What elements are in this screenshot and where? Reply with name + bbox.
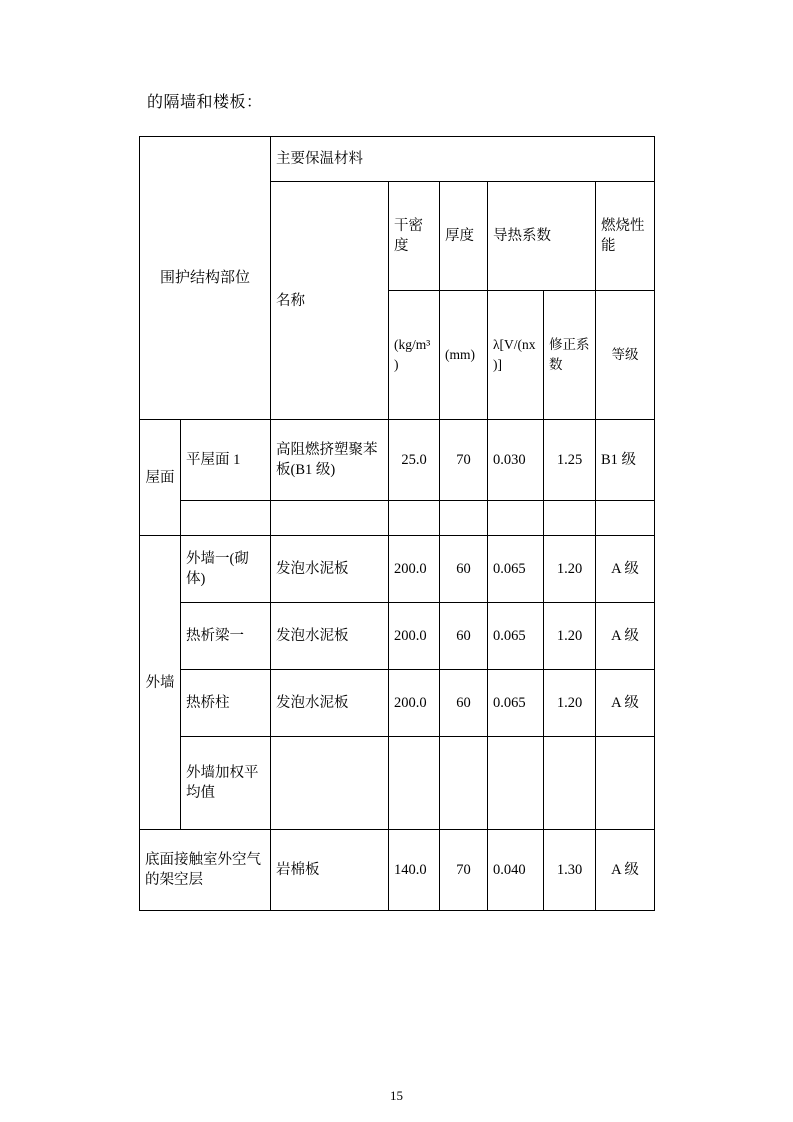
table-row <box>140 420 655 501</box>
density-value: 140.0 <box>389 830 440 911</box>
grade-value: A 级 <box>596 536 655 603</box>
density-value <box>389 737 440 830</box>
table-header-row-1 <box>140 137 655 182</box>
lambda-value: 0.030 <box>488 420 544 501</box>
insulation-material-table <box>139 136 655 911</box>
grade-value <box>596 737 655 830</box>
material-name: 岩棉板 <box>271 830 389 911</box>
lambda-value: 0.040 <box>488 830 544 911</box>
table-row <box>140 501 655 536</box>
correction-value <box>544 501 596 536</box>
part-label: 热桥柱 <box>181 670 271 737</box>
density-value: 25.0 <box>389 420 440 501</box>
header-envelope-part: 围护结构部位 <box>140 137 271 420</box>
correction-value: 1.20 <box>544 603 596 670</box>
thickness-value: 60 <box>440 670 488 737</box>
header-combustion: 燃烧性能 <box>596 182 655 291</box>
table-row <box>140 603 655 670</box>
part-label: 外墙加权平均值 <box>181 737 271 830</box>
part-label: 平屋面 1 <box>181 420 271 501</box>
material-name: 发泡水泥板 <box>271 603 389 670</box>
density-value: 200.0 <box>389 536 440 603</box>
correction-value: 1.20 <box>544 670 596 737</box>
grade-value: A 级 <box>596 830 655 911</box>
density-value <box>389 501 440 536</box>
correction-value: 1.25 <box>544 420 596 501</box>
header-thermal-conductivity: 导热系数 <box>488 182 596 291</box>
density-value: 200.0 <box>389 670 440 737</box>
header-name: 名称 <box>271 182 389 420</box>
correction-value: 1.30 <box>544 830 596 911</box>
density-value: 200.0 <box>389 603 440 670</box>
grade-value: A 级 <box>596 603 655 670</box>
material-name: 发泡水泥板 <box>271 670 389 737</box>
lambda-value <box>488 737 544 830</box>
header-correction-factor: 修正系数 <box>544 291 596 420</box>
thickness-value: 70 <box>440 830 488 911</box>
grade-value: A 级 <box>596 670 655 737</box>
group-label-overhang: 底面接触室外空气的架空层 <box>140 830 271 911</box>
correction-value: 1.20 <box>544 536 596 603</box>
table-row <box>140 737 655 830</box>
thickness-value <box>440 501 488 536</box>
group-label-exterior-wall: 外墙 <box>140 536 181 830</box>
thickness-value: 60 <box>440 536 488 603</box>
lambda-value: 0.065 <box>488 670 544 737</box>
material-name <box>271 737 389 830</box>
table-row <box>140 536 655 603</box>
lambda-value: 0.065 <box>488 536 544 603</box>
group-label-roof: 屋面 <box>140 420 181 536</box>
part-label <box>181 501 271 536</box>
grade-value <box>596 501 655 536</box>
thickness-value <box>440 737 488 830</box>
intro-paragraph: 的隔墙和楼板： <box>147 94 263 111</box>
material-name <box>271 501 389 536</box>
unit-grade: 等级 <box>596 291 655 420</box>
header-dry-density: 干密度 <box>389 182 440 291</box>
part-label: 外墙一(砌体) <box>181 536 271 603</box>
header-main-material: 主要保温材料 <box>271 137 655 182</box>
material-name: 高阻燃挤塑聚苯板(B1 级) <box>271 420 389 501</box>
material-name: 发泡水泥板 <box>271 536 389 603</box>
correction-value <box>544 737 596 830</box>
lambda-value: 0.065 <box>488 603 544 670</box>
unit-density: (kg/m³) <box>389 291 440 420</box>
grade-value: B1 级 <box>596 420 655 501</box>
page-number: 15 <box>390 1088 403 1103</box>
table-row <box>140 830 655 911</box>
header-thickness: 厚度 <box>440 182 488 291</box>
thickness-value: 70 <box>440 420 488 501</box>
part-label: 热析梁一 <box>181 603 271 670</box>
table-row <box>140 670 655 737</box>
lambda-value <box>488 501 544 536</box>
thickness-value: 60 <box>440 603 488 670</box>
unit-thickness: (mm) <box>440 291 488 420</box>
unit-lambda: λ[V/(nx)] <box>488 291 544 420</box>
